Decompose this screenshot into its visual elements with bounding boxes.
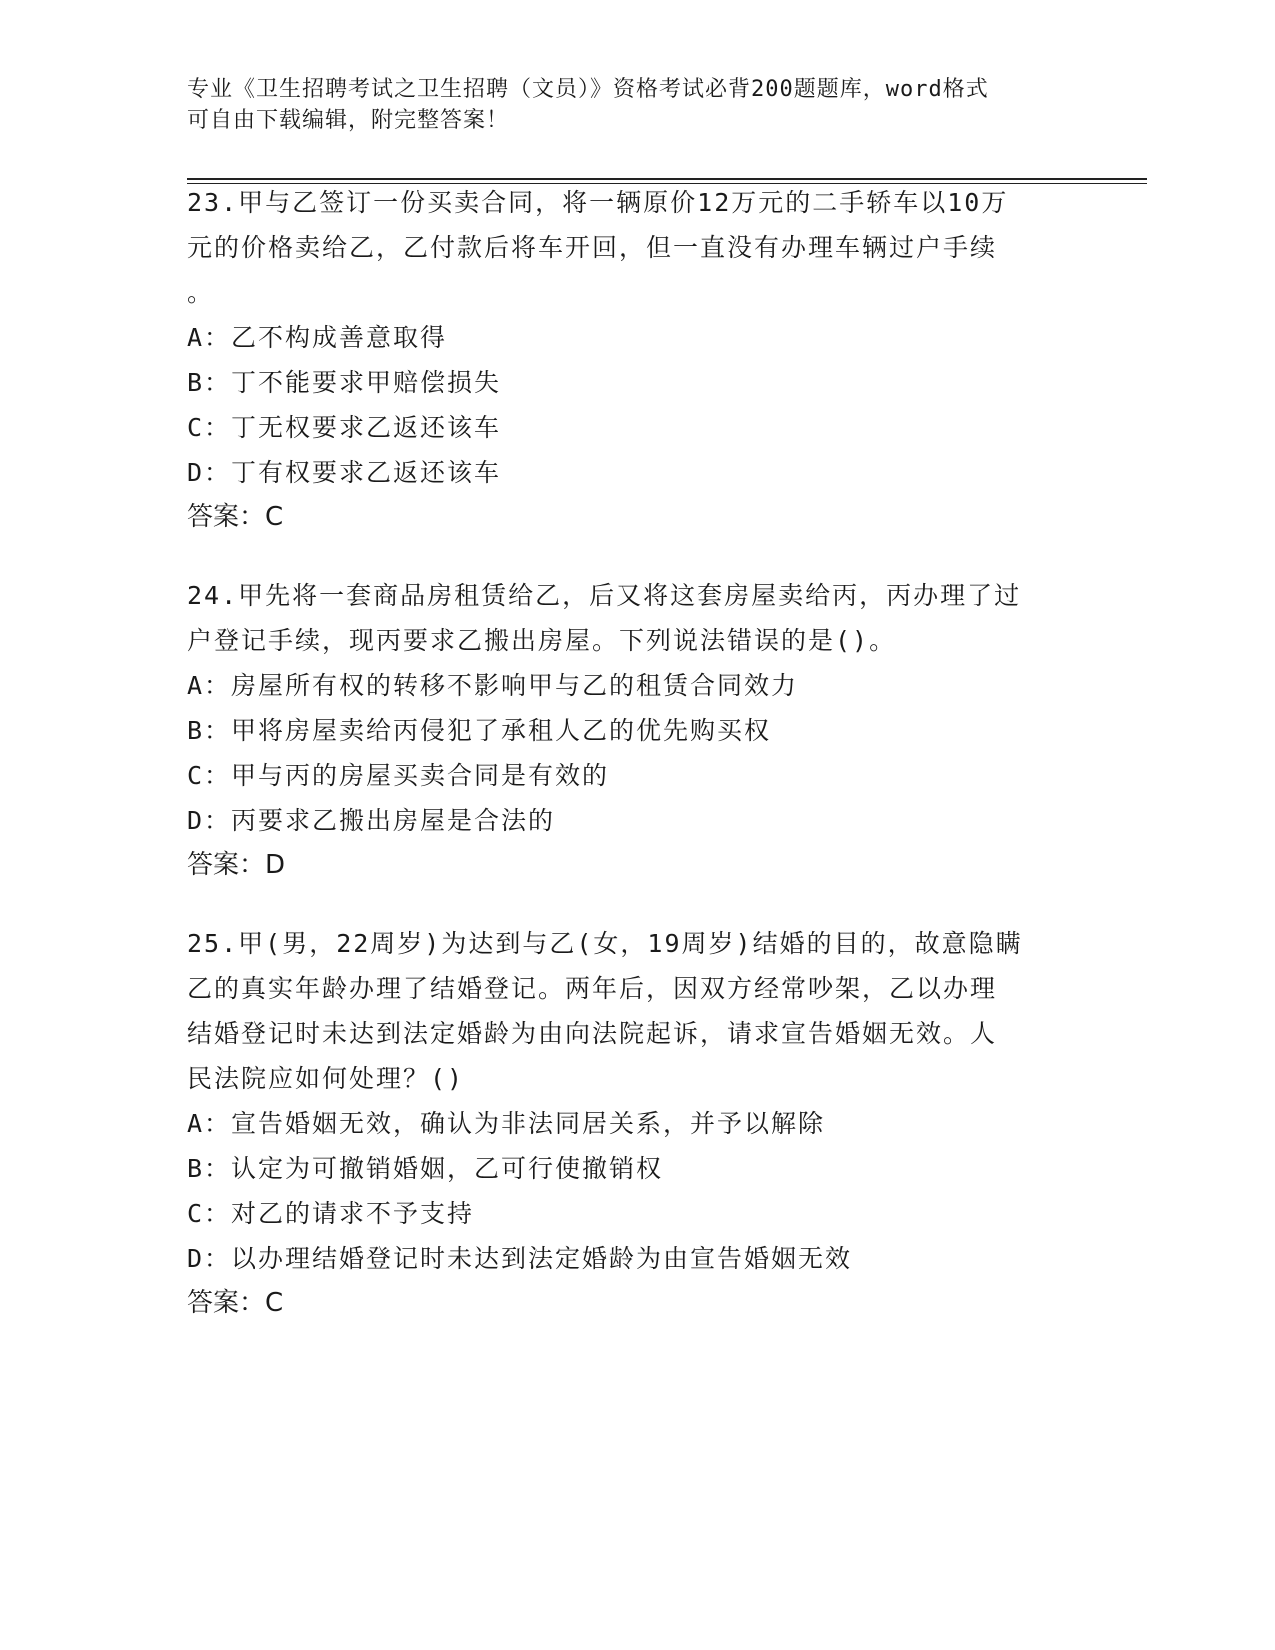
question-stem-line: 24.甲先将一套商品房租赁给乙，后又将这套房屋卖给丙，丙办理了过 bbox=[187, 581, 1022, 610]
option-a: A：宣告婚姻无效，确认为非法同居关系，并予以解除 bbox=[187, 1109, 826, 1138]
answer-label: 答案：C bbox=[187, 1288, 284, 1318]
option-c: C：丁无权要求乙返还该车 bbox=[187, 413, 502, 442]
option-a: A：乙不构成善意取得 bbox=[187, 323, 448, 352]
document-header bbox=[187, 74, 1087, 136]
question-stem-line: 乙的真实年龄办理了结婚登记。两年后，因双方经常吵架，乙以办理 bbox=[187, 974, 998, 1003]
header-line-2: 可自由下载编辑，附完整答案！ bbox=[187, 108, 510, 133]
option-d: D：丙要求乙搬出房屋是合法的 bbox=[187, 806, 556, 835]
question-23 bbox=[187, 180, 1067, 540]
question-stem-line: 25.甲(男，22周岁)为达到与乙(女，19周岁)结婚的目的，故意隐瞒 bbox=[187, 929, 1023, 958]
question-24 bbox=[187, 573, 1067, 888]
option-a: A：房屋所有权的转移不影响甲与乙的租赁合同效力 bbox=[187, 671, 799, 700]
question-stem-line: 结婚登记时未达到法定婚龄为由向法院起诉，请求宣告婚姻无效。人 bbox=[187, 1019, 998, 1048]
header-line-1: 专业《卫生招聘考试之卫生招聘（文员）》资格考试必背200题题库，word格式 bbox=[187, 77, 989, 102]
option-c: C：甲与丙的房屋买卖合同是有效的 bbox=[187, 761, 610, 790]
question-stem-line: 民法院应如何处理？() bbox=[187, 1064, 465, 1093]
answer-label: 答案：D bbox=[187, 850, 286, 880]
option-b: B：甲将房屋卖给丙侵犯了承租人乙的优先购买权 bbox=[187, 716, 772, 745]
question-stem-line: 23.甲与乙签订一份买卖合同，将一辆原价12万元的二手轿车以10万 bbox=[187, 188, 1009, 217]
question-25 bbox=[187, 921, 1067, 1326]
option-c: C：对乙的请求不予支持 bbox=[187, 1199, 475, 1228]
option-d: D：丁有权要求乙返还该车 bbox=[187, 458, 502, 487]
option-b: B：认定为可撤销婚姻，乙可行使撤销权 bbox=[187, 1154, 664, 1183]
question-stem-line: 元的价格卖给乙，乙付款后将车开回，但一直没有办理车辆过户手续 bbox=[187, 233, 998, 262]
option-d: D：以办理结婚登记时未达到法定婚龄为由宣告婚姻无效 bbox=[187, 1244, 853, 1273]
option-b: B：丁不能要求甲赔偿损失 bbox=[187, 368, 502, 397]
question-stem-line: 。 bbox=[187, 278, 215, 307]
question-stem-line: 户登记手续，现丙要求乙搬出房屋。下列说法错误的是()。 bbox=[187, 626, 897, 655]
answer-label: 答案：C bbox=[187, 502, 284, 532]
